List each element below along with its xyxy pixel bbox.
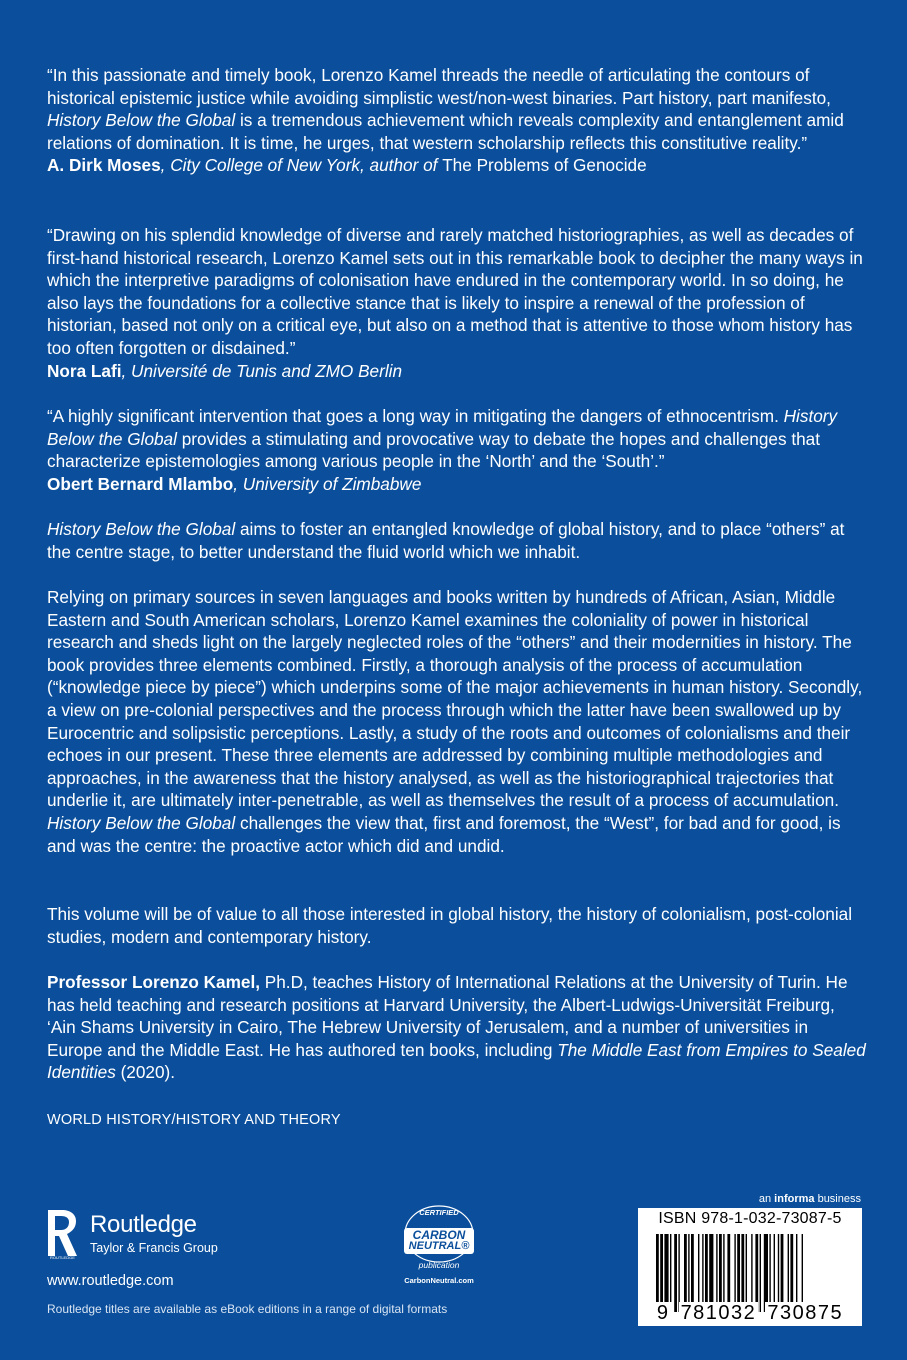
barcode-digits: 9 781032 730875 xyxy=(656,1302,844,1324)
carbon-certified: CERTIFIED xyxy=(419,1208,459,1217)
publisher-logo xyxy=(46,1208,246,1264)
barcode-bar xyxy=(705,1234,708,1312)
barcode-bar xyxy=(674,1234,677,1312)
description-intro: History Below the Global aims to foster an entangled knowledge of global history, and to place “others” at the centre stage, to better understand the fluid world which we inhabit. xyxy=(47,519,845,562)
barcode-bar xyxy=(788,1234,789,1312)
isbn-number: ISBN 978-1-032-73087-5 xyxy=(658,1210,842,1227)
barcode-bar xyxy=(737,1234,740,1312)
barcode-bar xyxy=(741,1234,744,1312)
barcode-bar xyxy=(670,1234,671,1312)
barcode-bar xyxy=(769,1234,770,1312)
barcode-bar xyxy=(760,1234,761,1312)
barcode-bar xyxy=(691,1234,694,1312)
description-body: Relying on primary sources in seven languages and books written by hundreds of African, Asian, Middle Eastern and South American scholars, Lorenzo Kamel examines the coloniality of power in historical research and sheds light on the largely neglected roles of the “others” and their modernities in history. The book provides three elements combined. Firstly, a thorough analysis of the process of accumulation (“knowledge piece by piece”) which underpins some of the major achievements in human history. Secondly, a view on pre-colonial perspectives and the process through which the latter have been swallowed up by Eurocentric and solipsistic perceptions. Lastly, a study of the roots and outcomes of colonialisms and their echoes in our present. These three elements are addressed by combining multiple methodologies and approaches, in the awareness that the history analysed, as well as the historiographical trajectories that underlie it, are ultimately inter-penetrable, as well as themselves the result of a process of accumulation. History Below the Global challenges the view that, first and foremost, the “West”, for bad and for good, is and was the centre: the proactive actor which did and undid. xyxy=(47,587,863,856)
barcode-bar xyxy=(790,1234,793,1312)
blurb-quote: “In this passionate and timely book, Lorenzo Kamel threads the needle of articulating the contours of historical epistemic justice while avoiding simplistic west/non-west binaries. Part history, part manifesto, History Below the Global is a tremendous achievement which reveals complexity and entanglement amid relations of domination. It is time, he urges, that western scholarship reflects this constitutive reality.” xyxy=(47,65,844,153)
barcode-bar xyxy=(746,1234,747,1312)
description-audience: This volume will be of value to all those interested in global history, the history of colonialism, post-colonial studies, modern and contemporary history. xyxy=(47,904,853,947)
neutral-word: NEUTRAL® xyxy=(408,1240,470,1252)
barcode-bar xyxy=(698,1234,699,1312)
barcode-bar xyxy=(774,1234,775,1312)
barcode-bar xyxy=(719,1234,722,1312)
blurb-moses xyxy=(47,64,867,177)
barcode-bar xyxy=(716,1234,717,1312)
routledge-r-icon xyxy=(46,1208,80,1260)
barcode-bar xyxy=(751,1234,752,1312)
barcode-bar xyxy=(656,1234,659,1312)
blurb-attribution: A. Dirk Moses, City College of New York, author of The Problems of Genocide xyxy=(47,155,647,176)
publisher-name: Routledge xyxy=(90,1211,197,1238)
blurb-quote: “Drawing on his splendid knowledge of diverse and rarely matched historiographies, as well as decades of first-hand historical research, Lorenzo Kamel sets out in this remarkable book to decipher the many ways in which the interpretive paradigms of colonisation have endured in the contemporary world. In so doing, he also lays the foundations for a collective stance that is likely to inspire a renewal of the profession of historian, based not only on a critical eye, but also on a method that is attentive to those whom history has too often forgotten or disdained.” xyxy=(47,225,863,358)
barcode-bar xyxy=(660,1234,663,1312)
blurb-mlambo xyxy=(47,405,867,495)
publisher-group: Taylor & Francis Group xyxy=(90,1241,218,1255)
ebook-note: Routledge titles are available as eBook editions in a range of digital formats xyxy=(47,1302,448,1316)
barcode-bar xyxy=(802,1234,803,1312)
barcode-bar xyxy=(678,1234,679,1312)
author-bio: Professor Lorenzo Kamel, Ph.D, teaches History of International Relations at the University of Turin. He has held teaching and research positions at Harvard University, the Albert-Ludwigs-Universität Freiburg, ‘Ain Shams University in Cairo, The Hebrew University of Jerusalem, and a number of universities in Europe and the Middle East. He has authored ten books, including The Middle East from Empires to Sealed Identities (2020). xyxy=(47,972,866,1083)
subject-category: WORLD HISTORY/HISTORY AND THEORY xyxy=(47,1112,341,1128)
barcode-bar xyxy=(727,1234,730,1312)
carbon-publication: publication xyxy=(418,1260,460,1270)
blurb-attribution: Obert Bernard Mlambo, University of Zimbabwe xyxy=(47,473,422,494)
barcode-bar xyxy=(688,1234,689,1312)
barcode-bar xyxy=(778,1234,779,1312)
barcode-bar xyxy=(781,1234,784,1312)
carbon-site: CarbonNeutral.com xyxy=(404,1276,474,1285)
barcode-bar xyxy=(723,1234,724,1312)
barcode-bar xyxy=(734,1234,735,1312)
barcode-bar xyxy=(764,1234,768,1312)
barcode-bar xyxy=(709,1234,713,1312)
publisher-url[interactable]: www.routledge.com xyxy=(47,1273,174,1289)
barcode-bar xyxy=(702,1234,703,1312)
isbn-barcode xyxy=(638,1208,862,1326)
informa-tagline: an informa business xyxy=(758,1193,861,1205)
svg-text:ROUTLEDGE: ROUTLEDGE xyxy=(50,1255,75,1260)
barcode-bars xyxy=(650,1234,856,1312)
carbon-word: CARBON xyxy=(412,1228,466,1242)
blurb-attribution: Nora Lafi, Université de Tunis and ZMO Berlin xyxy=(47,360,403,381)
blurb-quote: “A highly significant intervention that goes a long way in mitigating the dangers of ethnocentrism. History Below the Global provides a stimulating and provocative way to debate the hopes and challenges that characterize epistemologies among various people in the ‘North’ and the ‘South’.” xyxy=(47,406,838,472)
barcode-bar xyxy=(664,1234,668,1312)
barcode-bar xyxy=(796,1234,797,1312)
barcode-bar xyxy=(684,1234,687,1312)
barcode-bar xyxy=(755,1234,758,1312)
carbon-neutral-badge xyxy=(398,1204,480,1294)
blurb-lafi xyxy=(47,224,867,382)
